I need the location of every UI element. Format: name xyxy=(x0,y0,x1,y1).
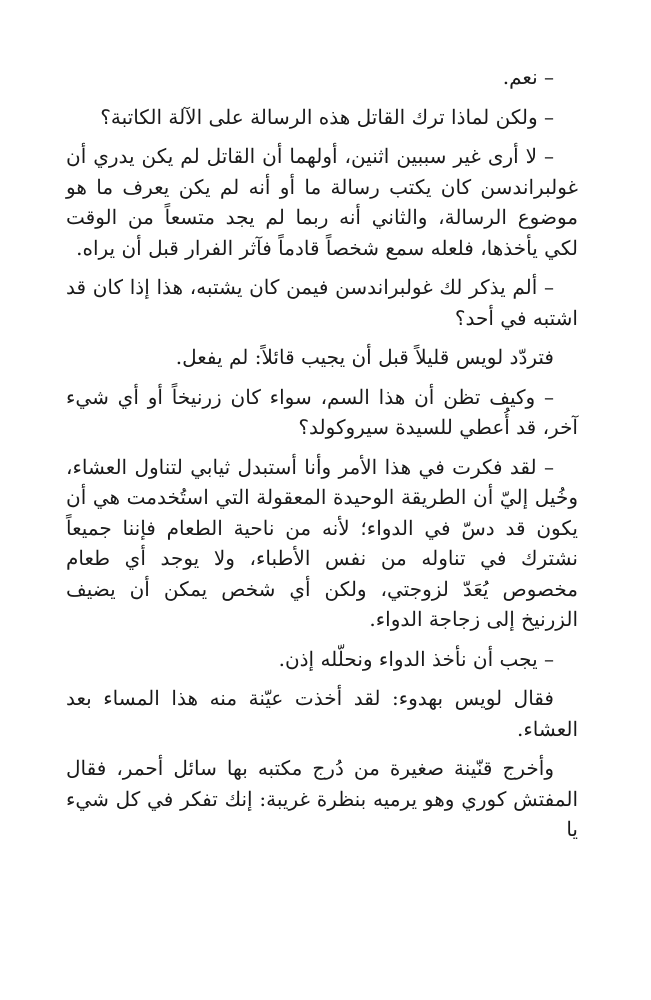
narration-bottle-produced: وأخرج قنّينة صغيرة من دُرج مكتبه بها سائل أحمر، فقال المفتش كوري وهو يرميه بنظرة غريبة: إنك تفكر في كل شيء يا xyxy=(66,756,578,841)
dialogue-suspect-question: – ألم يذكر لك غولبراندسن فيمن كان يشتبه، هذا إذا كان قد اشتبه في أحد؟ xyxy=(66,275,578,330)
dialogue-poison-question: – وكيف تظن أن هذا السم، سواء كان زرنيخاً أو أي شيء آخر، قد أُعطي للسيدة سيروكولد؟ xyxy=(66,384,578,439)
dialogue-medicine-theory: – لقد فكرت في هذا الأمر وأنا أستبدل ثيابي لتناول العشاء، وخُيل إليّ أن الطريقة الوحيدة المعقولة التي استُخدمت هي أن يكون قد دسّ في الدواء؛ لأنه من ناحية الطعام فإننا جميعاً نشترك في تناوله من نفس الأطباء، ولا يوجد أي طعام مخصوص يُعَدّ لزوجتي، ولكن أي شخص يمكن أن يضيف الزرنيخ إلى زجاجة الدواء. xyxy=(66,454,578,631)
book-page xyxy=(66,62,578,854)
narration-lewis-hesitated: فتردّد لويس قليلاً قبل أن يجيب قائلاً: لم يفعل. xyxy=(175,345,554,369)
dialogue-yes: – نعم. xyxy=(502,65,554,89)
dialogue-analyze-medicine: – يجب أن نأخذ الدواء ونحلّله إذن. xyxy=(278,646,554,671)
dialogue-why-letter: – ولكن لماذا ترك القاتل هذه الرسالة على الآلة الكاتبة؟ xyxy=(100,104,554,129)
dialogue-two-reasons: – لا أرى غير سببين اثنين، أولهما أن القاتل لم يكن يدري أن غولبراندسن كان يكتب رسالة ما أو أنه لم يكن يعرف ما هو موضوع الرسالة، والثاني أنه ربما لم يجد متسعاً من الوقت لكي يأخذها، فلعله سمع شخصاً قادماً فآثر الفرار قبل أن يراه. xyxy=(66,144,578,260)
narration-sample-taken: فقال لويس بهدوء: لقد أخذت عيّنة منه هذا المساء بعد العشاء. xyxy=(66,686,578,741)
